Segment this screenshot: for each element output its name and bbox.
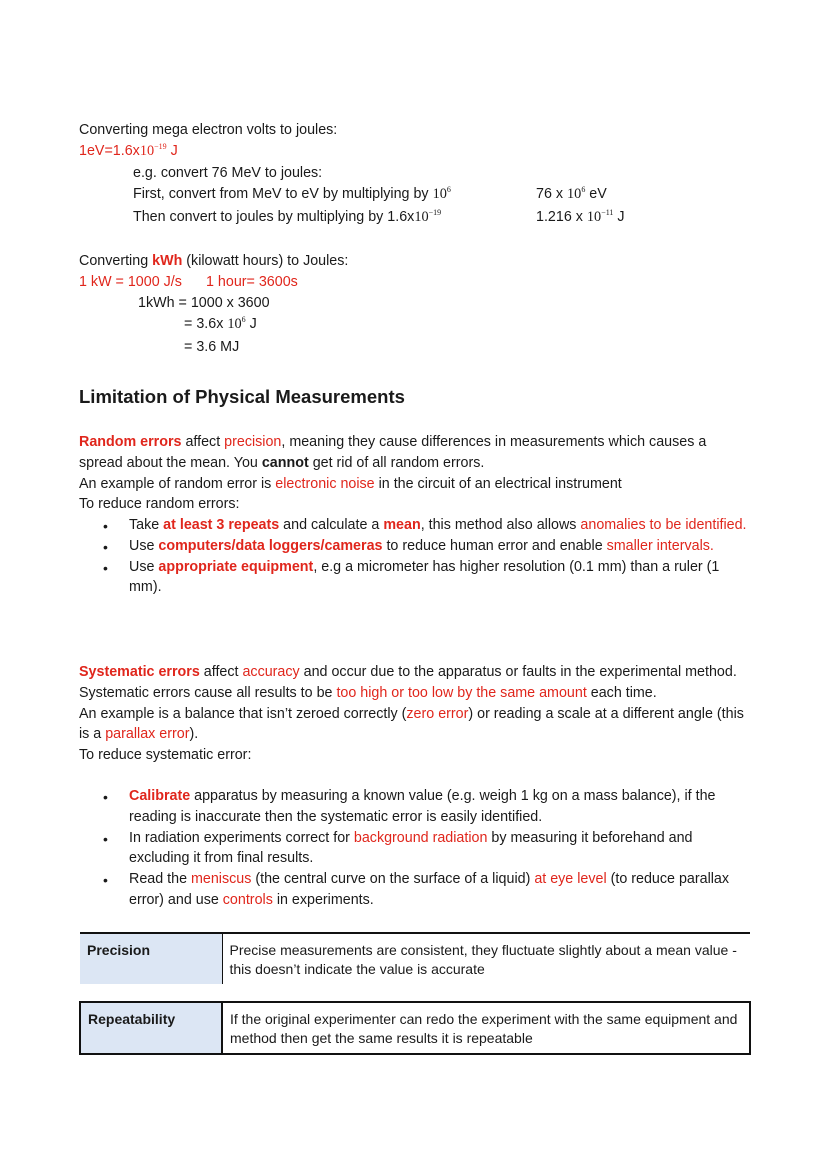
systematic-errors-list	[103, 786, 753, 911]
kw-definition: 1 kW = 1000 J/s	[79, 274, 182, 290]
list-item: • Use computers/data loggers/cameras to reduce human error and enable smaller intervals.	[103, 537, 714, 555]
systematic-errors-paragraph	[79, 662, 749, 766]
kwh-line3: = 3.6 MJ	[184, 339, 240, 355]
systematic-errors-reduce-heading: To reduce systematic error:	[79, 747, 252, 764]
random-errors-example: An example of random error is electronic noise in the circuit of an electrical instrument	[79, 475, 622, 492]
ev-conversion: $1eV=1.6x10^{-19}$ J	[79, 142, 178, 159]
kwh-heading: Converting kWh (kilowatt hours) to Joules:	[79, 253, 349, 269]
kwh-line1: 1kWh = 1000 x 3600	[138, 295, 270, 311]
term-repeatability: Repeatability	[80, 1002, 222, 1054]
systematic-errors-intro: Systematic errors affect accuracy and occur due to the apparatus or faults in the experimental method. Systematic errors cause all results to be too high or too low by the same amount each time.	[79, 664, 737, 701]
mev-step1: First, convert from MeV to eV by multiplying by $10^6$	[133, 185, 451, 202]
term-precision: Precision	[80, 933, 222, 984]
systematic-errors-example: An example is a balance that isn’t zeroed correctly (zero error) or reading a scale at a different angle (this is a parallax error).	[79, 705, 744, 743]
definitions-table	[79, 932, 751, 1055]
table-row	[80, 933, 750, 984]
list-item: • Calibrate apparatus by measuring a known value (e.g. weigh 1 kg on a mass balance), if the reading is inaccurate then the systematic error is easily identified.	[103, 788, 716, 825]
table-row	[80, 1002, 750, 1054]
definition-repeatability: If the original experimenter can redo the experiment with the same equipment and method then get the same results it is repeatable	[222, 1002, 750, 1054]
list-item: • Use appropriate equipment, e.g a micrometer has higher resolution (0.1 mm) than a ruler (1 mm).	[103, 558, 720, 596]
definition-precision: Precise measurements are consistent, they fluctuate slightly about a mean value - this doesn’t indicate the value is accurate	[222, 933, 750, 984]
mev-example: e.g. convert 76 MeV to joules:	[133, 165, 323, 181]
section-title: Limitation of Physical Measurements	[79, 386, 405, 407]
list-item: • Read the meniscus (the central curve on the surface of a liquid) at eye level (to reduce parallax error) and use controls in experiments.	[103, 871, 730, 908]
mev-heading: Converting mega electron volts to joules:	[79, 122, 338, 138]
random-errors-list	[103, 515, 753, 598]
random-errors-paragraph	[79, 432, 749, 515]
mev-step1-result: 76 x $10^6$ eV	[536, 185, 607, 202]
list-item: • Take at least 3 repeats and calculate a mean, this method also allows anomalies to be identified.	[103, 517, 747, 534]
list-item: • In radiation experiments correct for background radiation by measuring it beforehand and excluding it from final results.	[103, 829, 693, 867]
mev-step2: Then convert to joules by multiplying by $1.6x10^{-19}$	[133, 208, 442, 225]
random-errors-intro: Random errors affect precision, meaning they cause differences in measurements which causes a spread about the mean. You cannot get rid of all random errors.	[79, 434, 707, 471]
random-errors-reduce-heading: To reduce random errors:	[79, 496, 240, 513]
hour-definition: 1 hour= 3600s	[206, 274, 298, 290]
kwh-line2: = 3.6x $10^6$ J	[184, 315, 257, 332]
mev-step2-result: 1.216 x $10^{-11}$ J	[536, 208, 625, 225]
